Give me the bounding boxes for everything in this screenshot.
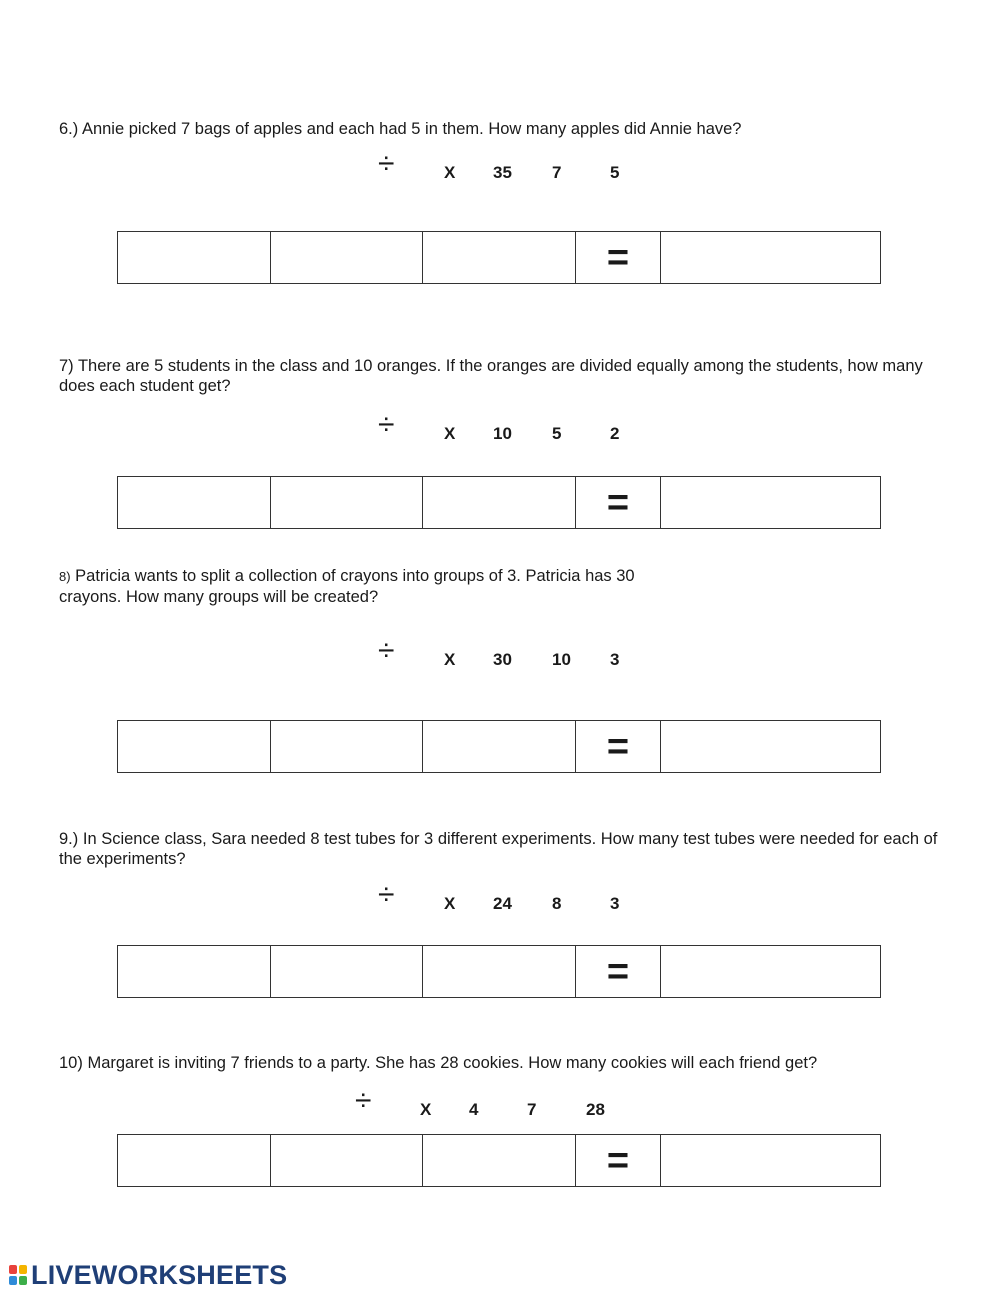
equals-sign: = — [576, 477, 661, 529]
divide-token[interactable]: ÷ — [378, 147, 395, 180]
drop-box[interactable] — [271, 946, 423, 998]
equals-sign: = — [576, 721, 661, 773]
question-body: There are 5 students in the class and 10 oranges. If the oranges are divided equally among the students, how many does each student get? — [59, 357, 923, 395]
number-token[interactable]: 5 — [552, 424, 562, 443]
number-token[interactable]: 24 — [493, 894, 512, 913]
number-token[interactable]: 3 — [610, 650, 620, 669]
drop-box[interactable] — [118, 946, 271, 998]
logo-block — [19, 1265, 27, 1274]
drop-box[interactable] — [271, 232, 423, 284]
drop-box[interactable] — [271, 477, 423, 529]
number-token[interactable]: 5 — [610, 163, 620, 182]
number-token[interactable]: 7 — [527, 1100, 537, 1119]
drop-box[interactable] — [118, 1135, 271, 1187]
question-7-text — [59, 356, 939, 396]
answer-row — [117, 476, 881, 529]
multiply-token[interactable]: X — [444, 163, 456, 182]
question-body: Patricia wants to split a collection of crayons into groups of 3. Patricia has 30 crayons. How many groups will be created? — [59, 567, 635, 606]
divide-token[interactable]: ÷ — [378, 634, 395, 667]
number-token[interactable]: 7 — [552, 163, 562, 182]
question-body: Margaret is inviting 7 friends to a party. She has 28 cookies. How many cookies will each friend get? — [87, 1054, 818, 1072]
number-token[interactable]: 4 — [469, 1100, 479, 1119]
answer-row — [117, 1134, 881, 1187]
divide-token[interactable]: ÷ — [378, 408, 395, 441]
liveworksheets-logo — [8, 1260, 287, 1290]
answer-row — [117, 720, 881, 773]
drop-box[interactable] — [271, 1135, 423, 1187]
divide-token[interactable]: ÷ — [378, 878, 395, 911]
equals-sign: = — [576, 1135, 661, 1187]
question-10-text — [59, 1053, 939, 1073]
drop-box[interactable] — [118, 721, 271, 773]
drop-box[interactable] — [423, 232, 576, 284]
logo-block — [9, 1276, 17, 1285]
logo-text: LIVEWORKSHEETS — [31, 1259, 288, 1290]
drop-box[interactable] — [423, 477, 576, 529]
multiply-token[interactable]: X — [444, 424, 456, 443]
equals-sign: = — [576, 232, 661, 284]
logo-block — [9, 1265, 17, 1274]
drop-box[interactable] — [423, 946, 576, 998]
multiply-token[interactable]: X — [444, 650, 456, 669]
answer-box[interactable] — [661, 232, 881, 284]
answer-box[interactable] — [661, 1135, 881, 1187]
question-number: 7) — [59, 357, 74, 375]
divide-token[interactable]: ÷ — [355, 1084, 372, 1117]
drop-box[interactable] — [118, 477, 271, 529]
answer-box[interactable] — [661, 721, 881, 773]
number-token[interactable]: 10 — [552, 650, 571, 669]
answer-box[interactable] — [661, 946, 881, 998]
question-body: In Science class, Sara needed 8 test tubes for 3 different experiments. How many test tubes were needed for each of the experiments? — [59, 830, 938, 868]
number-token[interactable]: 35 — [493, 163, 512, 182]
number-token[interactable]: 10 — [493, 424, 512, 443]
number-token[interactable]: 28 — [586, 1100, 605, 1119]
question-number: 10) — [59, 1054, 83, 1072]
drop-box[interactable] — [118, 232, 271, 284]
multiply-token[interactable]: X — [420, 1100, 432, 1119]
number-token[interactable]: 30 — [493, 650, 512, 669]
question-body: Annie picked 7 bags of apples and each had 5 in them. How many apples did Annie have? — [81, 120, 742, 138]
answer-row — [117, 231, 881, 284]
logo-block — [19, 1276, 27, 1285]
multiply-token[interactable]: X — [444, 894, 456, 913]
question-9-text — [59, 829, 939, 869]
answer-box[interactable] — [661, 477, 881, 529]
number-token[interactable]: 3 — [610, 894, 620, 913]
drop-box[interactable] — [423, 1135, 576, 1187]
question-number: 9.) — [59, 830, 79, 848]
drop-box[interactable] — [271, 721, 423, 773]
answer-row — [117, 945, 881, 998]
logo-blocks-icon — [8, 1264, 28, 1286]
question-8-text — [59, 566, 669, 607]
question-number: 6.) — [59, 120, 79, 138]
number-token[interactable]: 8 — [552, 894, 562, 913]
drop-box[interactable] — [423, 721, 576, 773]
number-token[interactable]: 2 — [610, 424, 620, 443]
question-6-text — [59, 119, 939, 139]
equals-sign: = — [576, 946, 661, 998]
question-number: 8) — [59, 569, 71, 584]
